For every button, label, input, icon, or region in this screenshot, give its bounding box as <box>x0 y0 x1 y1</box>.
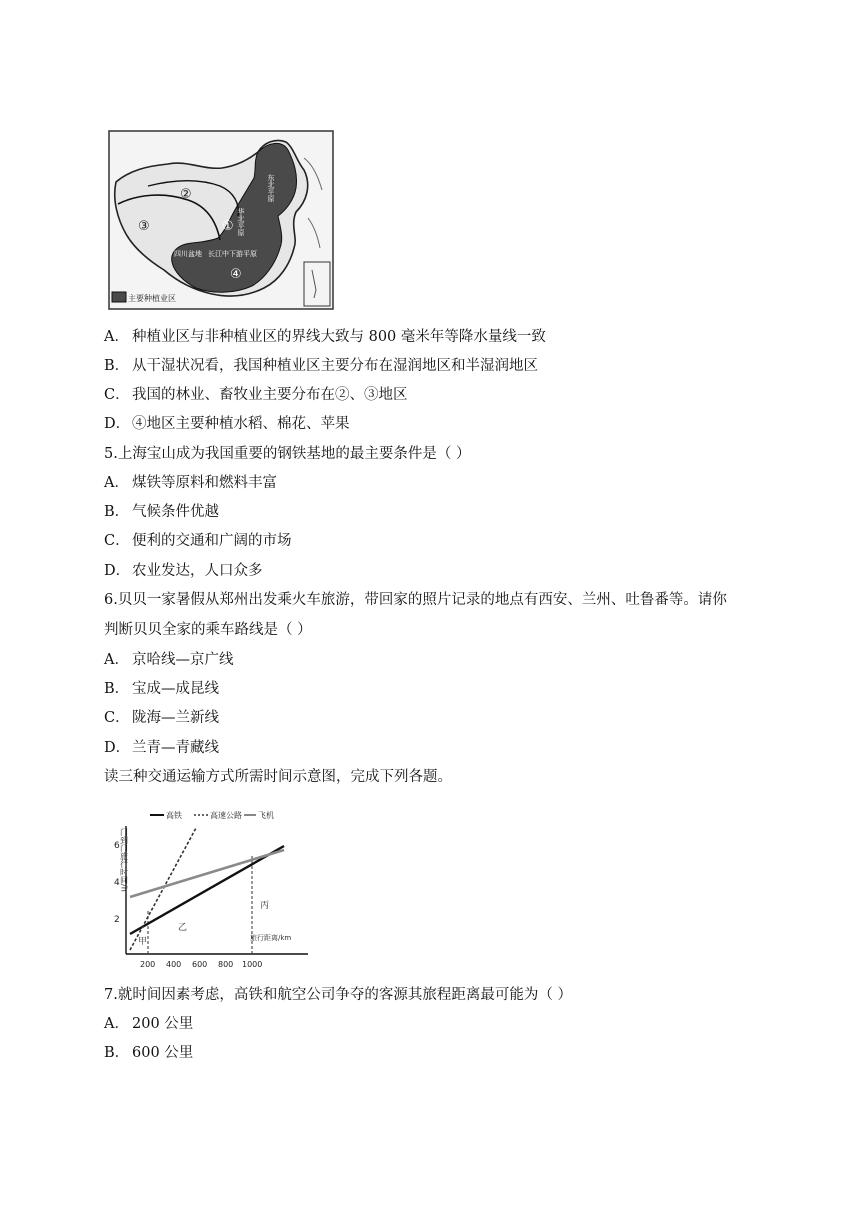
option-text: 我国的林业、畜牧业主要分布在②、③地区 <box>132 387 408 403</box>
option-letter: A． <box>104 329 129 345</box>
q4-option-b <box>104 356 538 376</box>
option-text: 煤铁等原料和燃料丰富 <box>132 475 277 491</box>
option-letter: B． <box>104 358 130 374</box>
option-letter: D． <box>104 563 131 579</box>
y-tick-2: 2 <box>114 915 120 925</box>
south-sea-inset <box>304 262 330 306</box>
legend-highway: 高速公路 <box>210 811 242 820</box>
q5-option-a <box>104 473 277 493</box>
china-agriculture-map <box>108 130 334 310</box>
label-yangtze-plain: 长江中下游平原 <box>208 250 257 258</box>
option-text: 农业发达，人口众多 <box>132 563 263 579</box>
option-letter: A． <box>104 475 129 491</box>
label-region-4: ④ <box>230 267 242 282</box>
q5-option-b <box>104 502 219 522</box>
y-tick-4: 4 <box>114 878 120 888</box>
option-text: 气候条件优越 <box>132 504 219 520</box>
option-letter: B． <box>104 1045 130 1061</box>
option-letter: B． <box>104 681 130 697</box>
option-text: 200 公里 <box>132 1016 194 1032</box>
q5-option-c <box>104 531 292 551</box>
option-text: 京哈线—京广线 <box>132 652 234 668</box>
q6-stem-line1: 6.贝贝一家暑假从郑州出发乘火车旅游，带回家的照片记录的地点有西安、兰州、吐鲁番等。请你 <box>104 592 727 608</box>
option-letter: C． <box>104 533 130 549</box>
option-letter: D． <box>104 740 131 756</box>
label-region-3: ③ <box>138 219 150 234</box>
legend-plane: 飞机 <box>258 811 274 820</box>
x-tick-200: 200 <box>140 960 156 969</box>
legend-hsr: 高铁 <box>166 811 182 820</box>
label-northeast-plain: 东北平原 <box>267 174 275 202</box>
region-label-bing: 丙 <box>260 901 270 911</box>
x-axis-label: 旅行距离/km <box>250 934 292 942</box>
q5-option-d <box>104 561 263 581</box>
chart-svg <box>112 804 312 974</box>
option-text: 陇海—兰新线 <box>132 710 219 726</box>
option-letter: A． <box>104 652 129 668</box>
q6-stem-line2: 判断贝贝全家的乘车路线是（ ） <box>104 622 312 638</box>
chart-intro: 读三种交通运输方式所需时间示意图，完成下列各题。 <box>104 769 452 785</box>
option-text: 便利的交通和广阔的市场 <box>132 533 292 549</box>
option-letter: A． <box>104 1016 129 1032</box>
q5-stem: 5.上海宝山成为我国重要的钢铁基地的最主要条件是（ ） <box>104 446 471 462</box>
x-tick-600: 600 <box>192 960 208 969</box>
option-letter: B． <box>104 504 130 520</box>
option-text: 从干湿状况看，我国种植业区主要分布在湿润地区和半湿润地区 <box>132 358 538 374</box>
label-sichuan-basin: 四川盆地 <box>174 250 202 258</box>
legend-swatch <box>112 292 126 302</box>
region-label-jia: 甲 <box>138 937 148 947</box>
q6-option-b <box>104 679 219 699</box>
q7-option-a <box>104 1014 193 1034</box>
option-letter: D． <box>104 416 131 432</box>
x-tick-800: 800 <box>218 960 234 969</box>
transport-time-chart <box>112 804 312 974</box>
q6-option-c <box>104 708 219 728</box>
q4-option-d <box>104 414 350 434</box>
x-tick-1000: 1000 <box>242 960 263 969</box>
map-svg <box>108 130 334 310</box>
option-letter: C． <box>104 387 130 403</box>
y-tick-6: 6 <box>114 841 120 851</box>
legend-label: 主要种植业区 <box>128 294 176 303</box>
label-region-1: ① <box>222 219 234 234</box>
y-axis-label: 门到门旅行时间/h <box>119 828 129 892</box>
option-text: 种植业区与非种植业区的界线大致与 800 毫米年等降水量线一致 <box>132 329 546 345</box>
q4-option-a <box>104 327 546 347</box>
q7-stem: 7.就时间因素考虑，高铁和航空公司争夺的客源其旅程距离最可能为（ ） <box>104 987 572 1003</box>
option-text: ④地区主要种植水稻、棉花、苹果 <box>132 416 350 432</box>
label-region-2: ② <box>180 187 192 202</box>
q7-option-b <box>104 1043 193 1063</box>
option-text: 600 公里 <box>132 1045 194 1061</box>
q4-option-c <box>104 385 408 405</box>
q6-option-a <box>104 650 234 670</box>
option-letter: C． <box>104 710 130 726</box>
region-label-yi: 乙 <box>178 923 188 933</box>
label-north-china-plain: 华北平原 <box>237 208 245 236</box>
option-text: 宝成—成昆线 <box>132 681 219 697</box>
q6-option-d <box>104 738 219 758</box>
option-text: 兰青—青藏线 <box>132 740 219 756</box>
x-tick-400: 400 <box>166 960 182 969</box>
